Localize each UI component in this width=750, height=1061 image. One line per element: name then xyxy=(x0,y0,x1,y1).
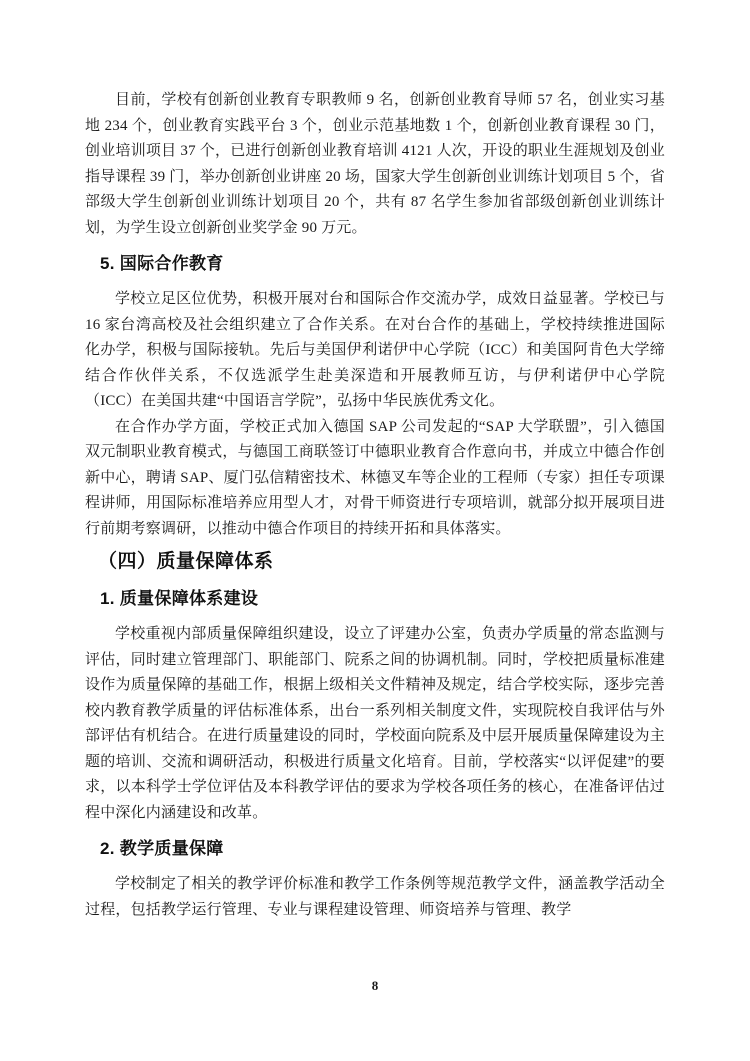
paragraph-teaching-quality-assurance: 学校制定了相关的教学评价标准和教学工作条例等规范教学文件，涵盖教学活动全过程，包括教学运行管理、专业与课程建设管理、师资培养与管理、教学 xyxy=(85,876,665,918)
paragraph-german-cooperation: 在合作办学方面，学校正式加入德国 SAP 公司发起的“SAP 大学联盟”，引入德国双元制职业教育模式，与德国工商联签订中德职业教育合作意向书，并成立中德合作创新中心，聘请 SAP、厦门弘信精密技术、林德叉车等企业的工程师（专家）担任专项课程讲师，用国际标准培养应用型人才，对骨干师资进行专项培训，就部分拟开展项目进行前期考察调研，以推动中德合作项目的持续开拓和具体落实。 xyxy=(85,418,665,537)
paragraph-international-exchange: 学校立足区位优势，积极开展对台和国际合作交流办学，成效日益显著。学校已与 16 家台湾高校及社会组织建立了合作关系。在对台合作的基础上，学校持续推进国际化办学，积极与国际接轨。先后与美国伊利诺伊中心学院（ICC）和美国阿肯色大学缔结合作伙伴关系，不仅选派学生赴美深造和开展教师互访，与伊利诺伊中心学院（ICC）在美国共建“中国语言学院”，弘扬中华民族优秀文化。 xyxy=(85,291,665,409)
paragraph-quality-system-construction: 学校重视内部质量保障组织建设，设立了评建办公室，负责办学质量的常态监测与评估，同时建立管理部门、职能部门、院系之间的协调机制。同时，学校把质量标准建设作为质量保障的基础工作，根据上级相关文件精神及规定，结合学校实际，逐步完善校内教育教学质量的评估标准体系，出台一系列相关制度文件，实现院校自我评估与外部评估有机结合。在进行质量建设的同时，学校面向院系及中层开展质量保障建设为主题的培训、交流和调研活动，积极进行质量文化培育。目前，学校落实“以评促建”的要求，以本科学士学位评估及本科教学评估的要求为学校各项任务的核心，在准备评估过程中深化内涵建设和改革。 xyxy=(85,626,665,821)
heading-2-teaching-quality-assurance: 2. 教学质量保障 xyxy=(100,839,224,858)
page-number: 8 xyxy=(371,978,379,993)
heading-section-5-international-cooperation: 5. 国际合作教育 xyxy=(100,254,224,273)
paragraph-innovation-entrepreneurship-stats: 目前，学校有创新创业教育专职教师 9 名，创新创业教育导师 57 名，创业实习基地 234 个，创业教育实践平台 3 个，创业示范基地数 1 个，创新创业教育课程 30 门，创业培训项目 37 个，已进行创新创业教育培训 4121 人次，开设的职业生涯规划及创业指导课程 39 门，举办创新创业讲座 20 场，国家大学生创新创业训练计划项目 5 个，省部级大学生创新创业训练计划项目 20 个，共有 87 名学生参加省部级创新创业训练计划，为学生设立创新创业奖学金 90 万元。 xyxy=(85,92,665,236)
heading-section-4-quality-assurance-system: （四）质量保障体系 xyxy=(98,551,274,572)
heading-1-quality-system-construction: 1. 质量保障体系建设 xyxy=(100,589,259,608)
